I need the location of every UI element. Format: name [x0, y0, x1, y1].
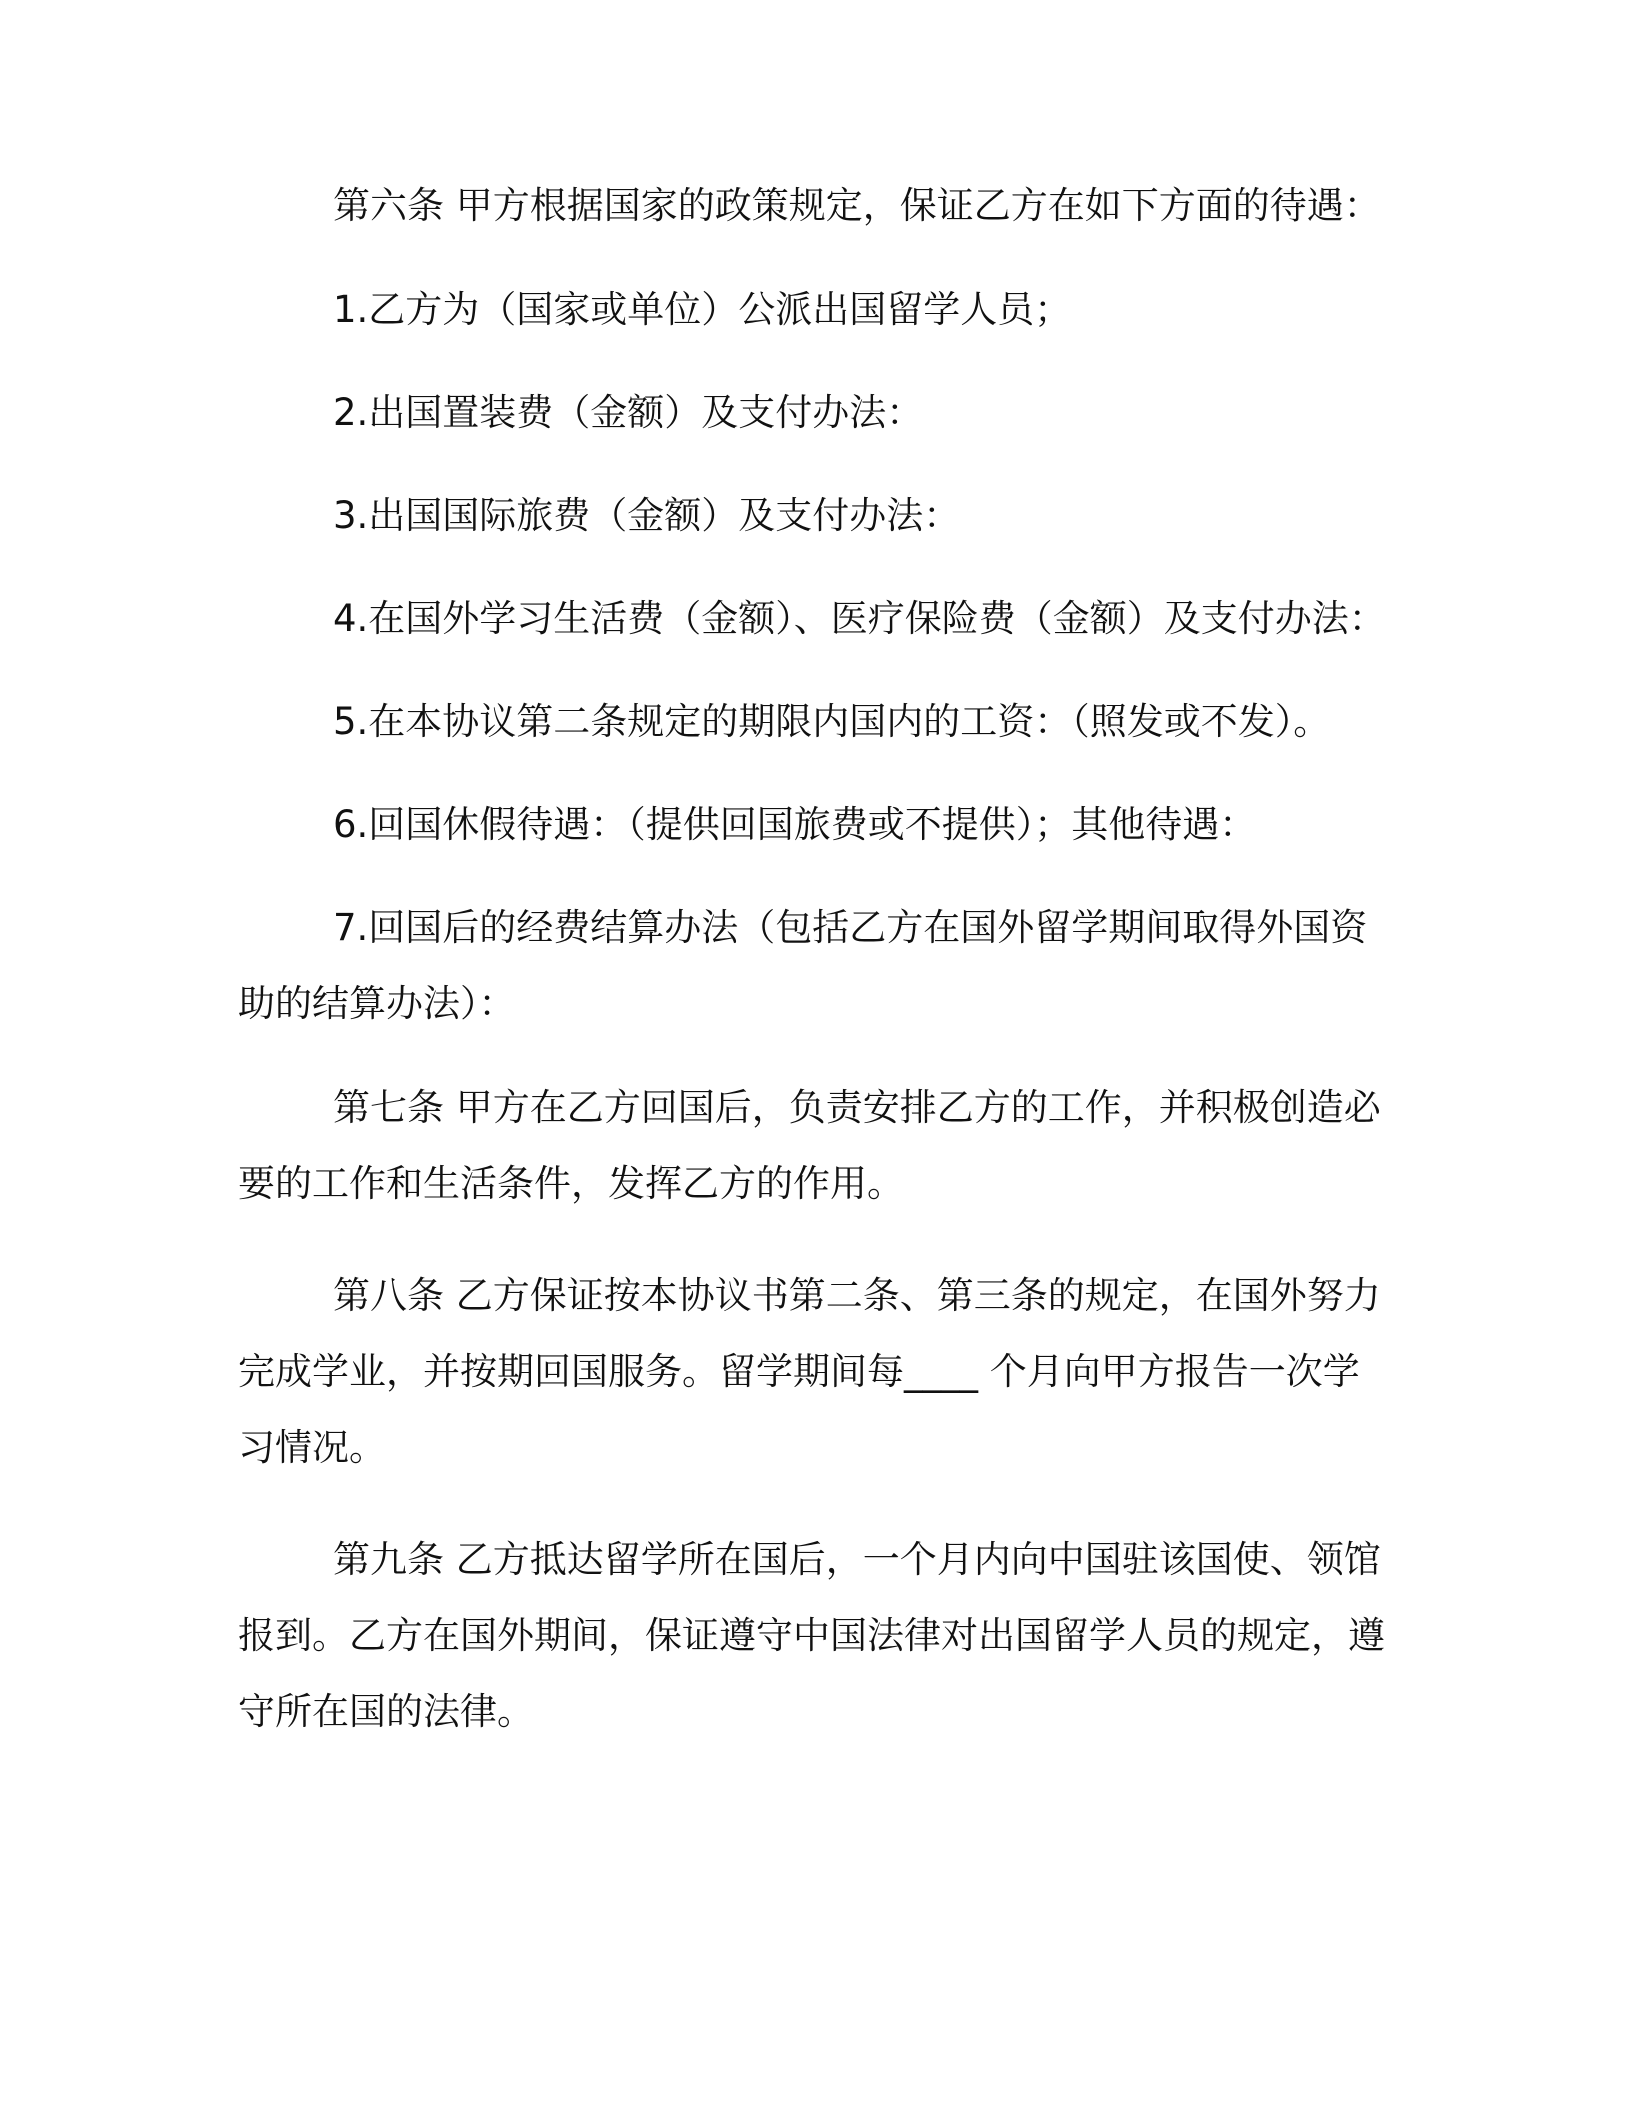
- list-item-2: 2.出国置装费（金额）及支付办法：: [333, 391, 924, 434]
- article-9-paragraph: 第九条 乙方抵达留学所在国后，一个月内向中国驻该国使、领馆报到。乙方在国外期间，保证遵守中国法律对出国留学人员的规定，遵守所在国的法律。: [238, 1538, 1385, 1733]
- document-body: [238, 168, 1388, 1750]
- list-item-6: 6.回国休假待遇：（提供回国旅费或不提供）；其他待遇：: [333, 803, 1257, 846]
- article-6-paragraph: 第六条 甲方根据国家的政策规定，保证乙方在如下方面的待遇：: [333, 184, 1381, 227]
- list-item-3: 3.出国国际旅费（金额）及支付办法：: [333, 494, 961, 537]
- list-item-5: 5.在本协议第二条规定的期限内国内的工资：（照发或不发）。: [333, 700, 1331, 743]
- list-item-7: 7.回国后的经费结算办法（包括乙方在国外留学期间取得外国资助的结算办法）：: [238, 906, 1368, 1025]
- article-8-paragraph: 第八条 乙方保证按本协议书第二条、第三条的规定，在国外努力完成学业，并按期回国服务。留学期间每____ 个月向甲方报告一次学习情况。: [238, 1274, 1381, 1469]
- article-7-paragraph: 第七条 甲方在乙方回国后，负责安排乙方的工作，并积极创造必要的工作和生活条件，发挥乙方的作用。: [238, 1086, 1381, 1205]
- list-item-4: 4.在国外学习生活费（金额）、医疗保险费（金额）及支付办法：: [333, 597, 1386, 640]
- list-item-1: 1.乙方为（国家或单位）公派出国留学人员；: [333, 288, 1072, 331]
